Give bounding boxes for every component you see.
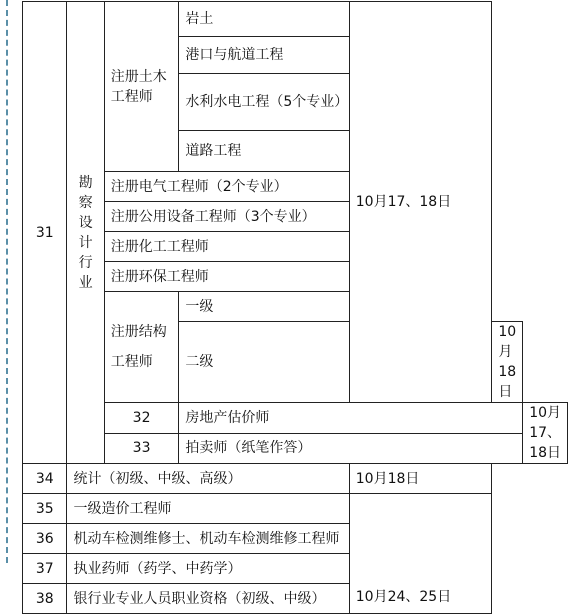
- row-number: 36: [23, 524, 67, 554]
- exam-date: 10月17、18日: [523, 403, 568, 464]
- civil-sub-item: 水利水电工程（5个专业）: [179, 74, 349, 131]
- exam-date: 10月17、18日: [349, 2, 492, 403]
- row-number: 35: [23, 494, 67, 524]
- structural-engineer-label: 注册结构工程师: [104, 292, 179, 403]
- table-row: [23, 433, 568, 464]
- table-row: [23, 2, 568, 37]
- civil-sub-item: 岩土: [179, 2, 349, 37]
- civil-engineer-label: 注册土木工程师: [104, 2, 179, 172]
- exam-date: 10月24、25日: [349, 494, 492, 614]
- qualification-name: 注册公用设备工程师（3个专业）: [104, 202, 349, 232]
- row-number: 37: [23, 554, 67, 584]
- row-number: 31: [23, 2, 67, 464]
- structural-level: 一级: [179, 292, 349, 322]
- exam-schedule-table: [22, 1, 568, 614]
- industry-label: 勘 察 设 计 行 业: [67, 2, 104, 464]
- table-row: [23, 494, 568, 524]
- qualification-name: 银行业专业人员职业资格（初级、中级）: [67, 584, 349, 614]
- qualification-name: 注册环保工程师: [104, 262, 349, 292]
- qualification-name: 执业药师（药学、中药学）: [67, 554, 349, 584]
- table-row: [23, 403, 568, 434]
- civil-sub-item: 港口与航道工程: [179, 37, 349, 74]
- qualification-name: 注册电气工程师（2个专业）: [104, 172, 349, 202]
- structural-level: 二级: [179, 322, 349, 403]
- row-number: 34: [23, 464, 67, 494]
- exam-date: 10月18日: [492, 322, 523, 403]
- qualification-name: 注册化工工程师: [104, 232, 349, 262]
- row-number: 32: [104, 403, 179, 434]
- row-number: 38: [23, 584, 67, 614]
- civil-sub-item: 道路工程: [179, 131, 349, 172]
- qualification-name: 一级造价工程师: [67, 494, 349, 524]
- qualification-name: 机动车检测维修士、机动车检测维修工程师: [67, 524, 349, 554]
- qualification-name: 房地产估价师: [179, 403, 523, 434]
- page-left-dashed-border: [6, 0, 8, 563]
- exam-date: 10月18日: [349, 464, 492, 494]
- table-row: [23, 464, 568, 494]
- qualification-name: 拍卖师（纸笔作答）: [179, 433, 523, 464]
- qualification-name: 统计（初级、中级、高级）: [67, 464, 349, 494]
- row-number: 33: [104, 433, 179, 464]
